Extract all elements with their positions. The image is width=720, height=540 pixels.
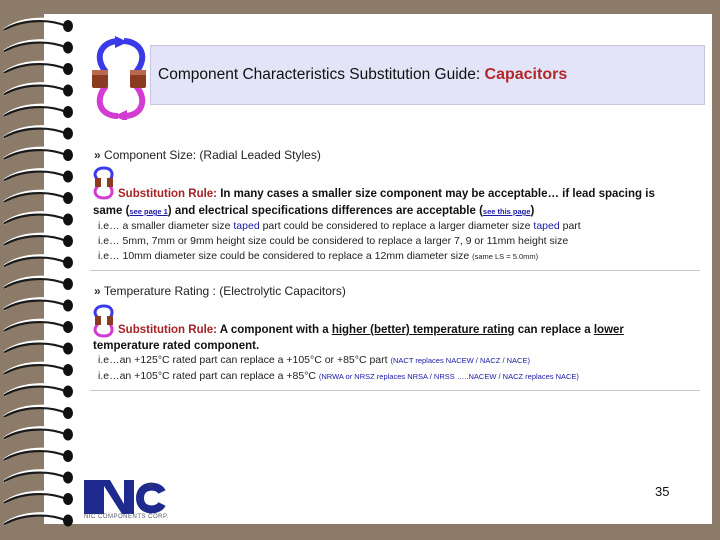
example-text: i.e… 10mm diameter size could be considered to replace a 12mm diameter size	[98, 250, 473, 262]
example-line	[98, 354, 530, 366]
rule-text-underlined: lower	[593, 324, 624, 336]
binding-ring	[4, 105, 73, 118]
binding-ring	[4, 363, 73, 376]
rule-label: Substitution Rule:	[118, 324, 218, 336]
title-prefix: Component Characteristics Substitution Guide:	[158, 66, 485, 83]
example-text: i.e… 5mm, 7mm or 9mm height size could be considered to replace a larger 7, 9 or 11mm height size	[98, 235, 569, 247]
swap-arrows-icon	[86, 36, 156, 120]
binding-ring	[4, 62, 73, 75]
binding-ring	[4, 492, 73, 505]
capacitor-icon	[92, 70, 146, 88]
title-emphasis: Capacitors	[484, 66, 568, 83]
header-banner	[150, 45, 705, 105]
rule-text: ) and electrical specifications differences are acceptable (	[167, 205, 483, 217]
example-line	[98, 370, 579, 382]
rule-text: can replace a	[514, 324, 594, 336]
binding-ring	[4, 127, 73, 140]
example-line	[98, 250, 538, 262]
binding-ring	[4, 41, 73, 54]
substitution-rule-icon	[92, 166, 116, 200]
binding-ring	[4, 277, 73, 290]
company-caption: NIC COMPONENTS CORP.	[84, 514, 169, 520]
chevron-icon: »	[94, 148, 101, 162]
rule-text: temperature rated component.	[93, 340, 260, 352]
rule-line-2	[93, 340, 259, 352]
section-title-size	[94, 148, 321, 162]
divider	[90, 270, 700, 271]
rule-line-1	[118, 188, 655, 200]
divider	[90, 390, 700, 391]
example-note: (NACT replaces NACEW / NACZ / NACE)	[390, 356, 530, 365]
rule-line-2	[93, 205, 534, 217]
example-text: i.e… a smaller diameter size	[98, 220, 234, 232]
example-note: (same LS = 5.0mm)	[472, 252, 539, 261]
binding-ring	[4, 320, 73, 333]
see-this-page-link[interactable]: see this page	[482, 207, 531, 216]
example-text: part	[559, 220, 581, 232]
taped-label: taped	[533, 220, 560, 232]
binding-ring	[4, 148, 73, 161]
registered-mark: ®	[148, 483, 154, 490]
binding-ring	[4, 256, 73, 269]
binding-ring	[4, 471, 73, 484]
binding-ring	[4, 449, 73, 462]
rule-line-1	[118, 324, 624, 336]
binding-ring	[4, 84, 73, 97]
section-title-text: Temperature Rating : (Electrolytic Capacitors)	[103, 284, 346, 298]
binding-ring	[4, 514, 73, 527]
example-text: i.e…an +105°C rated part can replace a +85°C	[98, 370, 319, 382]
page-title	[158, 66, 567, 84]
binding-ring	[4, 19, 73, 32]
example-line	[98, 235, 568, 247]
binding-ring	[4, 234, 73, 247]
example-note: (NRWA or NRSZ replaces NRSA / NRSS …..NACEW / NACZ replaces NACE)	[318, 372, 579, 381]
chevron-icon: »	[94, 284, 101, 298]
rule-text-underlined: higher (better) temperature rating	[331, 324, 515, 336]
rule-text: same (	[93, 205, 130, 217]
binding-ring	[4, 191, 73, 204]
binding-ring	[4, 342, 73, 355]
binding-ring	[4, 299, 73, 312]
rule-text: In many cases a smaller size component may be acceptable… if lead spacing is	[217, 188, 655, 200]
binding-ring	[4, 406, 73, 419]
example-text: i.e…an +125°C rated part can replace a +105°C or +85°C part	[98, 354, 391, 366]
page-number: 35	[655, 484, 670, 499]
binding-ring	[4, 428, 73, 441]
spiral-binding-rings	[0, 14, 80, 534]
substitution-rule-icon	[92, 304, 116, 338]
rule-label: Substitution Rule:	[118, 188, 218, 200]
rule-text: A component with a	[217, 324, 332, 336]
section-title-temperature	[94, 284, 346, 298]
binding-ring	[4, 385, 73, 398]
rule-text: )	[530, 205, 535, 217]
binding-ring	[4, 170, 73, 183]
binding-ring	[4, 213, 73, 226]
see-page-1-link[interactable]: see page 1	[129, 207, 168, 216]
taped-label: taped	[233, 220, 260, 232]
example-text: part could be considered to replace a larger diameter size	[259, 220, 534, 232]
example-line	[98, 220, 581, 232]
section-title-text: Component Size: (Radial Leaded Styles)	[104, 148, 321, 162]
